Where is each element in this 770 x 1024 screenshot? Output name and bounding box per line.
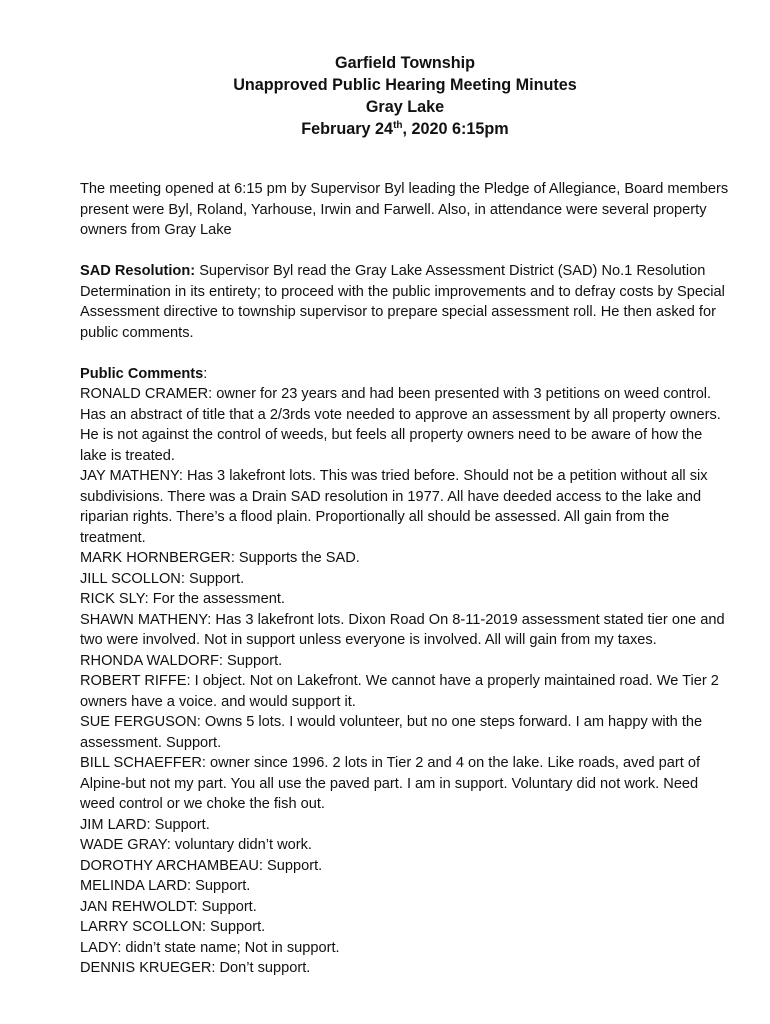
- location-title: Gray Lake: [365, 98, 445, 116]
- comment-item: RICK SLY: For the assessment.: [80, 591, 285, 607]
- comment-item: ROBERT RIFFE: I object. Not on Lakefront. We cannot have a properly maintained road. We Tier 2 owners have a voice. and would support it.: [80, 673, 719, 710]
- comment-item: SHAWN MATHENY: Has 3 lakefront lots. Dixon Road On 8-11-2019 assessment stated tier one and two were involved. Not in support unless everyone is involved. All will gain from my taxes.: [80, 611, 725, 648]
- comment-item: DENNIS KRUEGER: Don’t support.: [80, 960, 311, 976]
- comment-item: RHONDA WALDORF: Support.: [80, 652, 283, 669]
- meeting-title: Unapproved Public Hearing Meeting Minutes: [233, 76, 577, 94]
- date-suffix: , 2020 6:15pm: [402, 120, 509, 138]
- document-page: [80, 52, 730, 979]
- date-prefix: February 24: [301, 120, 394, 138]
- date-superscript: th: [393, 120, 403, 131]
- township-title: Garfield Township: [335, 54, 475, 72]
- opening-paragraph: The meeting opened at 6:15 pm by Supervisor Byl leading the Pledge of Allegiance, Board members present were Byl, Roland, Yarhouse, Irwin and Farwell. Also, in attendance were several property owners from Gray Lake: [80, 181, 729, 238]
- public-comments-colon: :: [203, 365, 208, 382]
- comment-item: WADE GRAY: voluntary didn’t work.: [80, 837, 312, 853]
- comment-item: JIM LARD: Support.: [80, 816, 210, 833]
- comment-item: LARRY SCOLLON: Support.: [80, 919, 266, 935]
- comment-item: SUE FERGUSON: Owns 5 lots. I would volunteer, but no one steps forward. I am happy with the assessment. Support.: [80, 714, 703, 751]
- public-comments-heading: [80, 364, 730, 385]
- comment-item: JILL SCOLLON: Support.: [80, 570, 245, 587]
- comment-item: BILL SCHAEFFER: owner since 1996. 2 lots in Tier 2 and 4 on the lake. Like roads, aved part of Alpine-but not my part. You all use the paved part. I am in support. Voluntary did not work. Need weed control or we choke the fish out.: [80, 755, 701, 812]
- comment-item: MELINDA LARD: Support.: [80, 878, 251, 894]
- comment-item: JAN REHWOLDT: Support.: [80, 898, 257, 915]
- sad-resolution-paragraph: [80, 261, 730, 343]
- comment-item: LADY: didn’t state name; Not in support.: [80, 939, 340, 956]
- sad-resolution-label: SAD Resolution:: [80, 263, 196, 279]
- comment-item: MARK HORNBERGER: Supports the SAD.: [80, 550, 360, 566]
- meeting-date: [80, 118, 730, 140]
- sad-resolution-text: Supervisor Byl read the Gray Lake Assessment District (SAD) No.1 Resolution Determination in its entirety; to proceed with the public improvements and to defray costs by Special Assessment directive to township supervisor to prepare special assessment roll. He then asked for public comments.: [80, 263, 725, 341]
- comment-item: DOROTHY ARCHAMBEAU: Support.: [80, 857, 323, 874]
- comment-item: JAY MATHENY: Has 3 lakefront lots. This was tried before. Should not be a petition without all six subdivisions. There was a Drain SAD resolution in 1977. All have deeded access to the lake and riparian rights. There’s a flood plain. Proportionally all should be assessed. All gain from the treatment.: [80, 468, 708, 546]
- document-header: [80, 52, 730, 140]
- comment-item: RONALD CRAMER: owner for 23 years and had been presented with 3 petitions on weed control. Has an abstract of title that a 2/3rds vote needed to approve an assessment by all property owners. He is not against the control of weeds, but feels all property owners need to be aware of how the lake is treated.: [80, 386, 721, 464]
- public-comments-list: [80, 384, 730, 979]
- public-comments-label: Public Comments: [80, 365, 204, 382]
